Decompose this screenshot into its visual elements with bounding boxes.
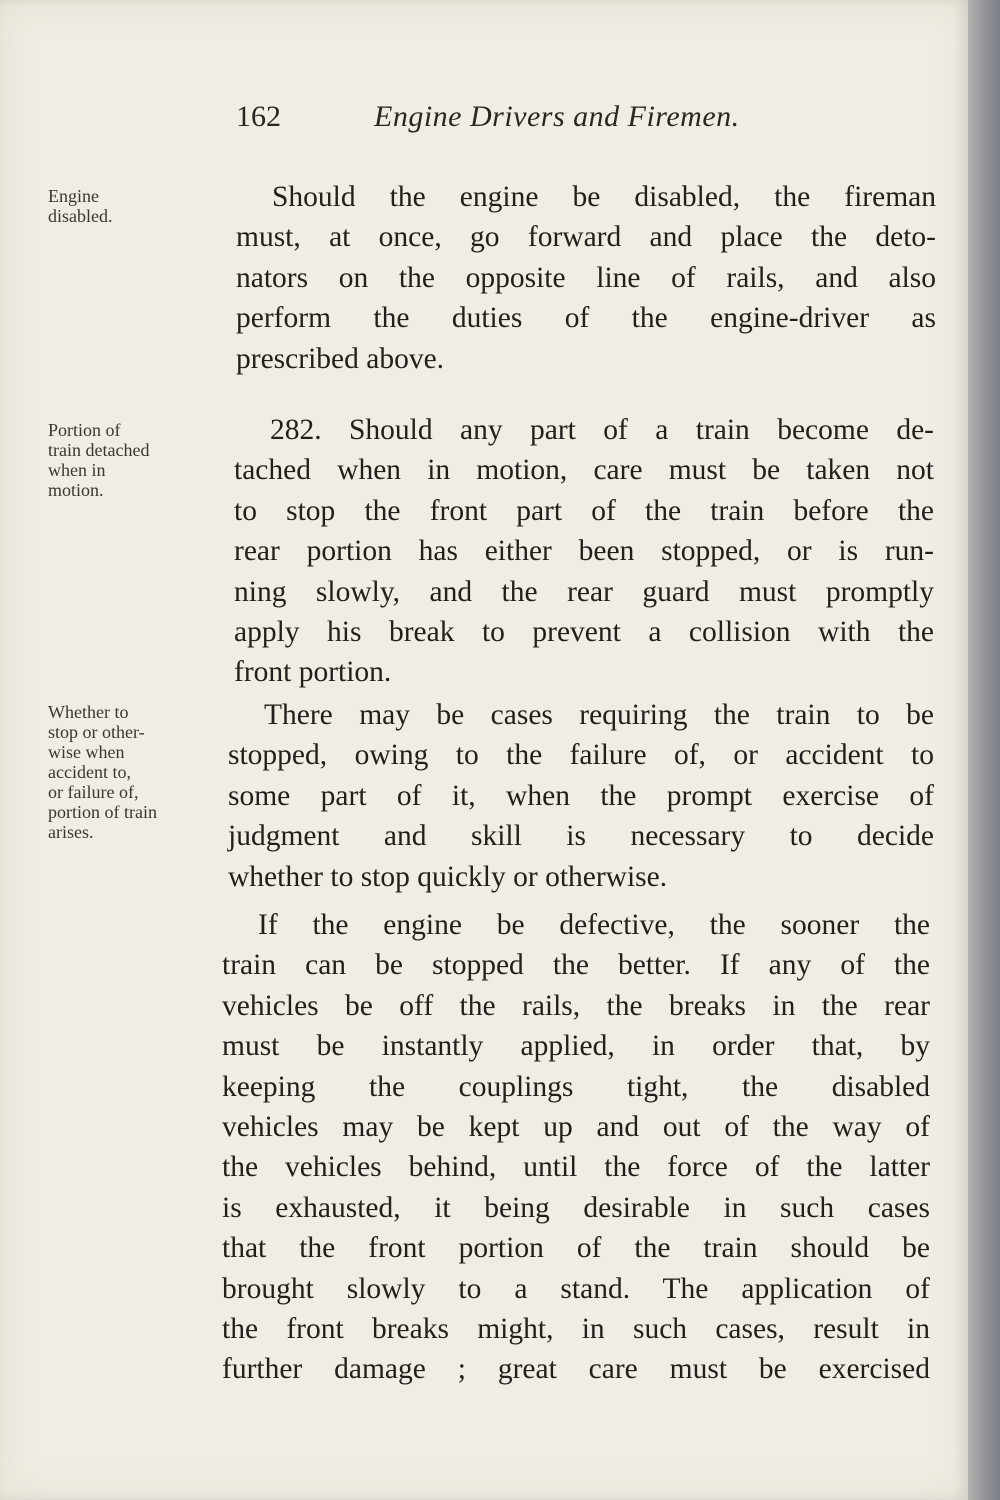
text-line: the front breaks might, in such cases, result in: [222, 1313, 930, 1346]
margin-note-line: Portion of: [48, 420, 121, 440]
margin-note-line: motion.: [48, 480, 104, 500]
text-line: vehicles be off the rails, the breaks in the rear: [222, 989, 930, 1022]
text-line: brought slowly to a stand. The application of: [222, 1272, 930, 1305]
margin-note-line: arises.: [48, 822, 94, 842]
text-line: judgment and skill is necessary to decide: [228, 820, 934, 853]
margin-note-portion-detached: [48, 420, 218, 500]
text-line: stopped, owing to the failure of, or accident to: [228, 739, 934, 772]
margin-note-line: Whether to: [48, 702, 129, 722]
text-line: further damage ; great care must be exercised: [222, 1353, 930, 1386]
paragraph-engine-disabled: [236, 177, 936, 379]
paragraph-282: [234, 410, 934, 693]
text-line: train can be stopped the better. If any of the: [222, 949, 930, 982]
page-number: 162: [236, 100, 281, 133]
text-line: whether to stop quickly or otherwise.: [228, 860, 668, 893]
margin-note-line: Engine: [48, 186, 99, 206]
running-title: Engine Drivers and Firemen.: [374, 100, 740, 133]
paragraph-cases-requiring-stop: [228, 695, 934, 897]
text-line: Should the engine be disabled, the fireman: [272, 181, 936, 213]
text-line: If the engine be defective, the sooner the: [258, 909, 930, 941]
text-line: There may be cases requiring the train to be: [264, 699, 934, 731]
margin-note-line: portion of train: [48, 802, 157, 822]
margin-note-engine-disabled: [48, 186, 218, 226]
margin-note-line: stop or other-: [48, 722, 145, 742]
text-line: that the front portion of the train should be: [222, 1232, 930, 1265]
text-line: perform the duties of the engine-driver as: [236, 302, 936, 335]
text-line: some part of it, when the prompt exercise of: [228, 779, 934, 812]
page-edge: [968, 0, 1000, 1500]
margin-note-line: or failure of,: [48, 782, 139, 802]
text-line: rear portion has either been stopped, or is run-: [234, 535, 934, 568]
text-line: is exhausted, it being desirable in such cases: [222, 1191, 930, 1224]
margin-note-line: disabled.: [48, 206, 113, 226]
text-line: front portion.: [234, 656, 392, 689]
text-line: nators on the opposite line of rails, and also: [236, 261, 936, 294]
text-line: vehicles may be kept up and out of the way of: [222, 1111, 930, 1144]
margin-note-line: accident to,: [48, 762, 131, 782]
text-line: to stop the front part of the train before the: [234, 494, 934, 527]
text-line: ning slowly, and the rear guard must promptly: [234, 575, 934, 608]
text-line: keeping the couplings tight, the disabled: [222, 1070, 930, 1103]
text-line: must, at once, go forward and place the deto-: [236, 221, 936, 254]
text-line: must be instantly applied, in order that, by: [222, 1030, 930, 1063]
margin-note-line: when in: [48, 460, 106, 480]
text-line: apply his break to prevent a collision with the: [234, 616, 934, 649]
margin-note-line: train detached: [48, 440, 150, 460]
margin-note-whether-to-stop: [48, 702, 218, 842]
text-line: the vehicles behind, until the force of the latter: [222, 1151, 930, 1184]
text-line: 282. Should any part of a train become de-: [270, 414, 934, 446]
text-line: prescribed above.: [236, 342, 445, 375]
text-line: tached when in motion, care must be taken not: [234, 454, 934, 487]
margin-note-line: wise when: [48, 742, 125, 762]
paragraph-engine-defective: [222, 905, 930, 1390]
